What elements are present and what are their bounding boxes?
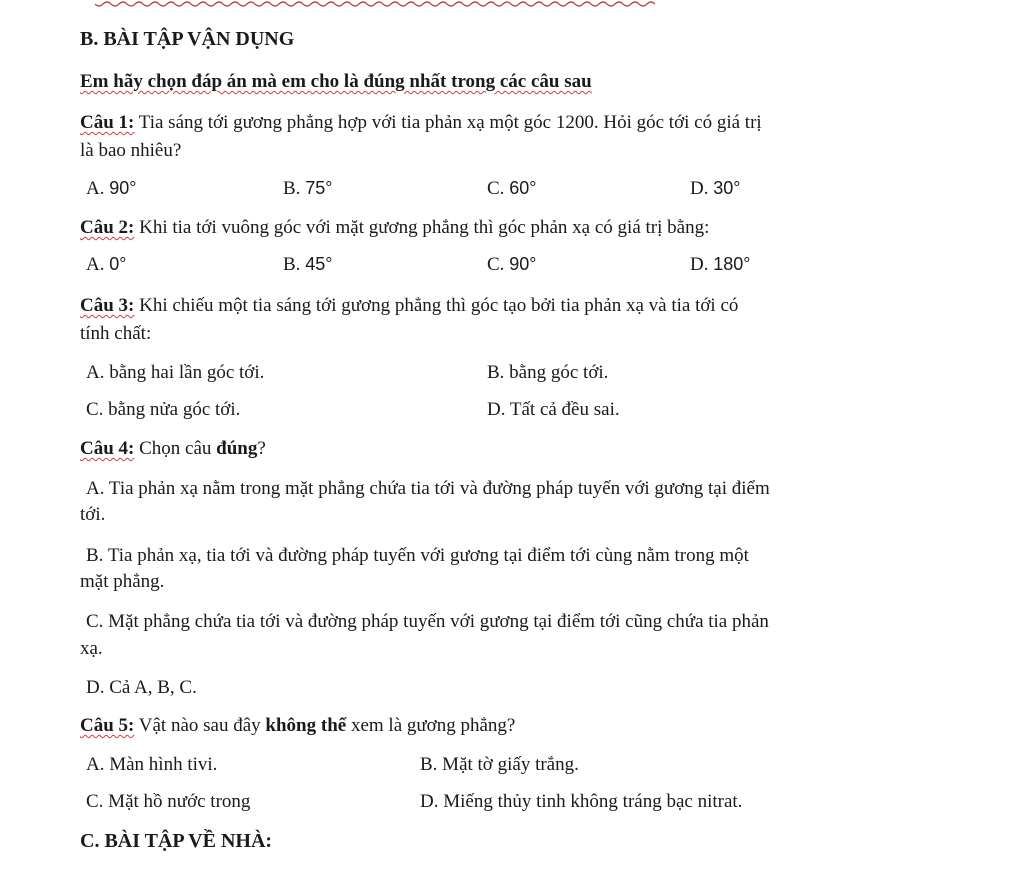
q4-option-d: D. Cả A, B, C. [86, 677, 197, 698]
question-3-text-cont: tính chất: [80, 323, 152, 344]
q2-option-a: A. 0° [86, 254, 127, 275]
question-2 [80, 216, 709, 240]
question-5-label: Câu 5: [80, 715, 135, 736]
question-5-emphasis: không thể [265, 715, 347, 736]
q1-option-a: A. 90° [86, 178, 137, 199]
q1-option-b: B. 75° [283, 178, 333, 199]
cropped-top-underline [0, 0, 1024, 14]
q3-option-c: C. bằng nửa góc tới. [86, 399, 241, 420]
q3-option-a: A. bằng hai lần góc tới. [86, 362, 265, 383]
question-4-emphasis: đúng [216, 438, 258, 459]
q2-option-d: D. 180° [690, 254, 751, 275]
q3-option-d: D. Tất cả đều sai. [487, 399, 620, 420]
q5-option-a: A. Màn hình tivi. [86, 754, 218, 775]
question-1 [80, 111, 965, 135]
q1-option-d: D. 30° [690, 178, 741, 199]
question-3 [80, 294, 965, 318]
question-4: Câu 4: Chọn câu đúng? [80, 438, 266, 459]
q2-option-b: B. 45° [283, 254, 333, 275]
q4-option-c: C. Mặt phẳng chứa tia tới và đường pháp tuyến với gương tại điểm tới cũng chứa tia phản [86, 611, 769, 632]
question-3-label: Câu 3: [80, 295, 135, 316]
q4-option-a: A. Tia phản xạ nằm trong mặt phẳng chứa tia tới và đường pháp tuyến với gương tại điểm [86, 478, 770, 499]
q5-option-d: D. Miếng thủy tinh không tráng bạc nitrat. [420, 791, 743, 812]
question-3-text: Khi chiếu một tia sáng tới gương phẳng thì góc tạo bởi tia phản xạ và tia tới có [134, 295, 739, 316]
q4-option-a-cont: tới. [80, 504, 106, 525]
question-1-text-cont: là bao nhiêu? [80, 140, 182, 161]
question-1-text: Tia sáng tới gương phẳng hợp với tia phản xạ một góc 1200. Hỏi góc tới có giá trị [134, 112, 762, 133]
q4-option-c-cont: xạ. [80, 638, 103, 659]
instruction-text: Em hãy chọn đáp án mà em cho là đúng nhất trong các câu sau [80, 71, 592, 92]
section-b-heading: B. BÀI TẬP VẬN DỤNG [80, 28, 295, 50]
question-4-label: Câu 4: [80, 438, 135, 459]
q2-option-c: C. 90° [487, 254, 537, 275]
question-2-label: Câu 2: [80, 217, 135, 238]
question-1-label: Câu 1: [80, 112, 135, 133]
q4-option-b-cont: mặt phẳng. [80, 571, 165, 592]
q5-option-b: B. Mặt tờ giấy trắng. [420, 754, 579, 775]
q4-option-b: B. Tia phản xạ, tia tới và đường pháp tuyến với gương tại điểm tới cùng nằm trong một [86, 545, 749, 566]
section-c-heading: C. BÀI TẬP VỀ NHÀ: [80, 830, 273, 852]
question-2-text: Khi tia tới vuông góc với mặt gương phẳng thì góc phản xạ có giá trị bằng: [134, 217, 710, 238]
q3-option-b: B. bằng góc tới. [487, 362, 609, 383]
question-5: Câu 5: Vật nào sau đây không thể xem là gương phẳng? [80, 715, 516, 736]
q5-option-c: C. Mặt hồ nước trong [86, 791, 251, 812]
q1-option-c: C. 60° [487, 178, 537, 199]
